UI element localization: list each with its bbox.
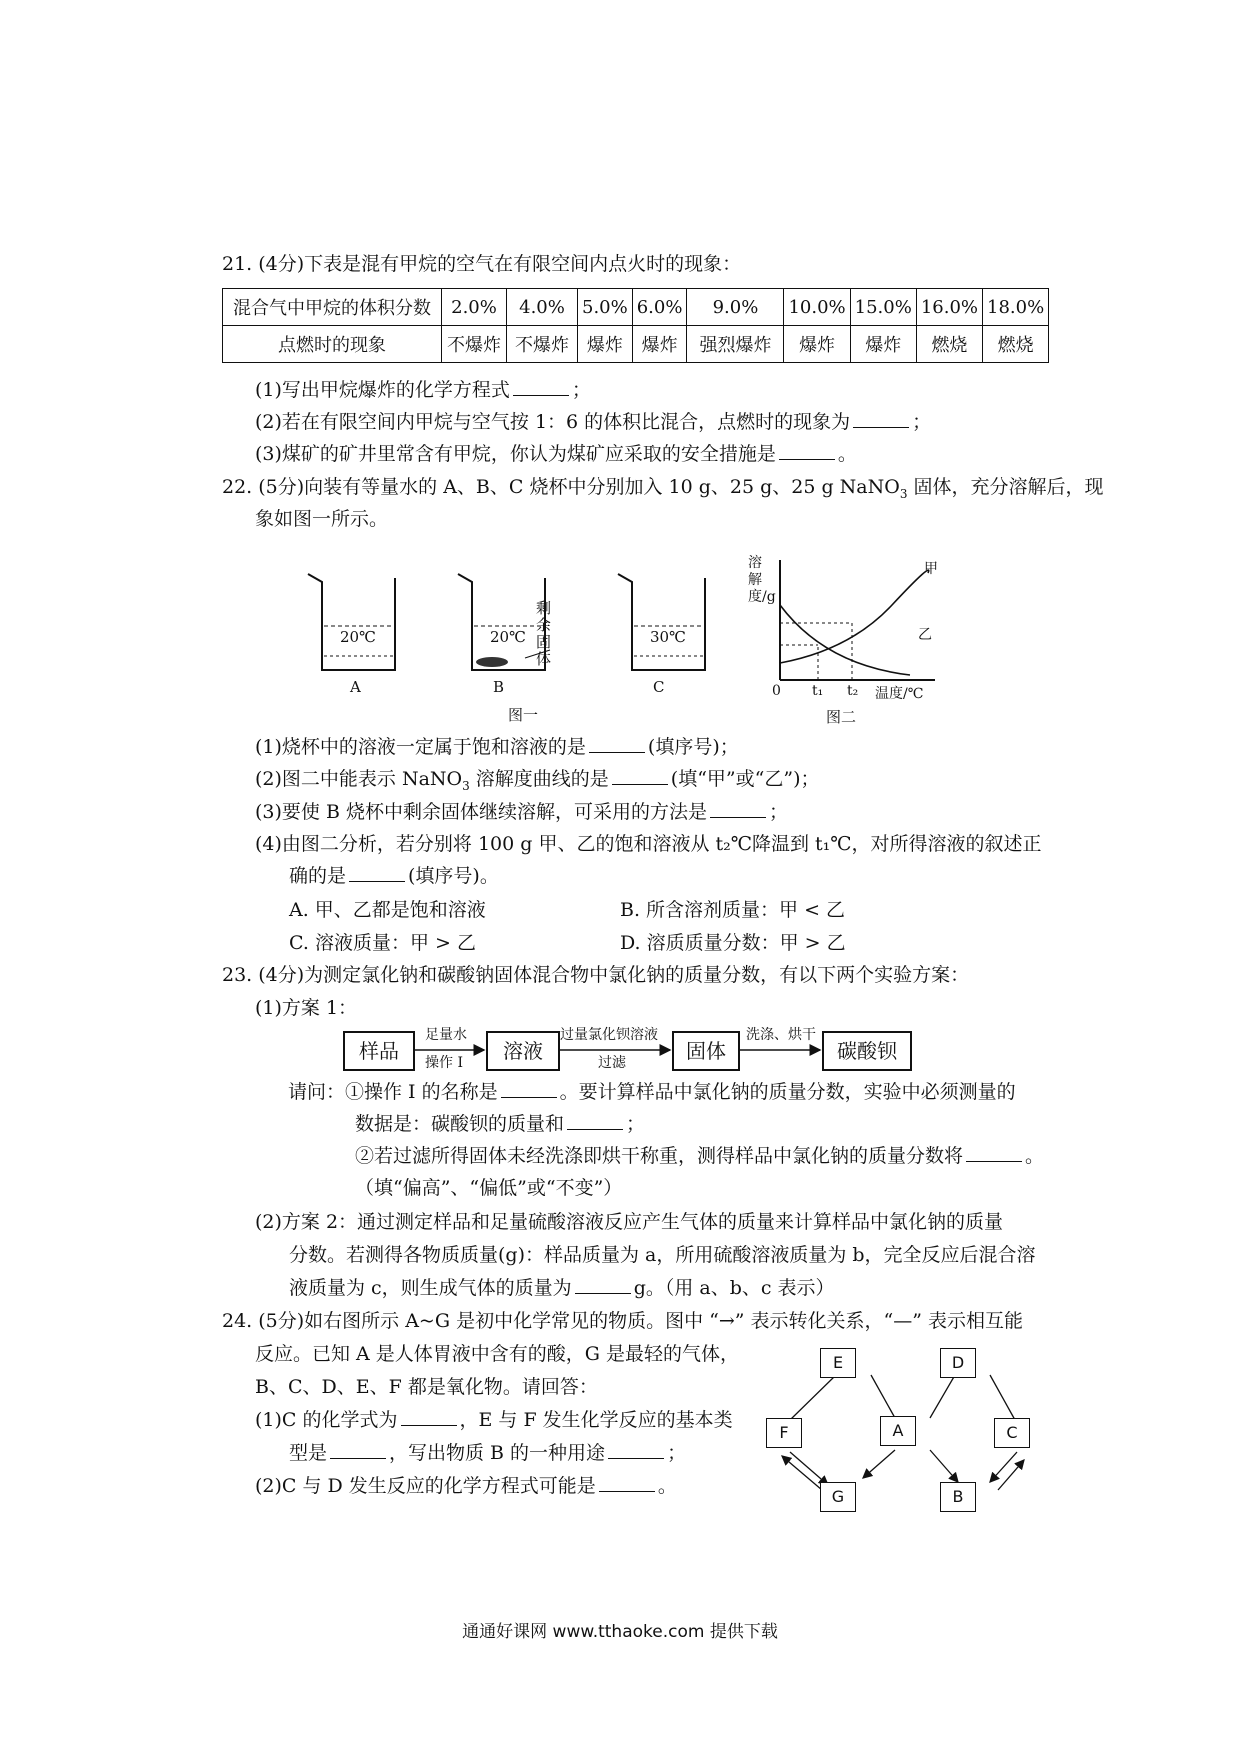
option-b: B. 所含溶剂质量：甲 < 乙 (620, 899, 846, 921)
curve-jia-label: 甲 (924, 561, 938, 577)
q23-plan2-cont: 分数。若测得各物质质量(g)：样品质量为 a，所用硫酸溶液质量为 b，完全反应后混合溶 (289, 1244, 1036, 1266)
footer-text: 通通好课网 www.tthaoke.com 提供下载 (462, 1622, 778, 1642)
node-a: A (880, 1416, 916, 1446)
fig2-xlabel: 温度/℃ (875, 686, 924, 702)
q22-part4-cont: 确的是 (填序号)。 (289, 865, 499, 887)
answer-blank (589, 736, 645, 753)
node-e: E (820, 1348, 856, 1378)
option-c: C. 溶液质量：甲 > 乙 (289, 932, 476, 954)
q22-part2: (2)图二中能表示 NaNO$_3$ 溶解度曲线的是 (填“甲”或“乙”)； (255, 768, 820, 793)
q23-ask1: 请问：①操作 I 的名称是 。要计算样品中氯化钠的质量分数，实验中必须测量的 (288, 1081, 1016, 1103)
table-cell: 燃烧 (916, 326, 982, 363)
option-d: D. 溶质质量分数：甲 > 乙 (620, 932, 846, 954)
residue-label: 剩余固体 (536, 599, 552, 668)
arrow1-top-label: 足量水 (425, 1027, 467, 1043)
q24-part2: (2)C 与 D 发生反应的化学方程式可能是 。 (255, 1475, 677, 1497)
node-c: C (994, 1418, 1030, 1448)
table-cell: 18.0% (983, 289, 1049, 326)
flow-box-baco3: 碳酸钡 (822, 1031, 912, 1071)
beaker-b-temp: 20℃ (490, 628, 526, 646)
q24-intro-cont2: B、C、D、E、F 都是氧化物。请回答： (255, 1376, 598, 1398)
beaker-c (618, 574, 705, 670)
table-cell: 2.0% (442, 289, 507, 326)
node-b: B (940, 1482, 976, 1512)
table-row (223, 289, 1049, 326)
beaker-a-label: A (350, 678, 361, 696)
solubility-chart (770, 555, 940, 690)
answer-blank (612, 768, 668, 785)
table-cell: 4.0% (507, 289, 578, 326)
q23-ask1-cont: 数据是：碳酸钡的质量和 ； (355, 1113, 646, 1135)
fig2-ylabel: 溶解度/g (748, 555, 776, 605)
q21-part2: (2)若在有限空间内甲烷与空气按 1：6 的体积比混合，点燃时的现象为 ； (255, 411, 932, 433)
table-cell: 5.0% (578, 289, 633, 326)
table-cell: 爆炸 (632, 326, 687, 363)
table-cell: 爆炸 (850, 326, 916, 363)
flow-box-sample: 样品 (343, 1031, 415, 1071)
q22-part1: (1)烧杯中的溶液一定属于饱和溶液的是 (填序号)； (255, 736, 739, 758)
fig1-caption: 图一 (508, 706, 539, 724)
answer-blank (349, 865, 405, 882)
node-g: G (820, 1482, 856, 1512)
table-cell: 不爆炸 (507, 326, 578, 363)
table-cell: 9.0% (687, 289, 784, 326)
beaker-a (308, 574, 395, 670)
q22-intro: 22. (5分)向装有等量水的 A、B、C 烧杯中分别加入 10 g、25 g、25 g NaNO$_3$ 固体，充分溶解后，现 (222, 476, 1104, 501)
option-a: A. 甲、乙都是饱和溶液 (289, 899, 486, 921)
answer-blank (575, 1277, 631, 1294)
q21-part1: (1)写出甲烷爆炸的化学方程式 ； (255, 379, 591, 401)
q23-ask2: ②若过滤所得固体未经洗涤即烘干称重，测得样品中氯化钠的质量分数将 。 (355, 1145, 1045, 1167)
beaker-a-temp: 20℃ (340, 628, 376, 646)
fig2-origin: 0 (772, 683, 781, 699)
table-header-cell: 混合气中甲烷的体积分数 (223, 289, 442, 326)
q24-intro: 24. (5分)如右图所示 A~G 是初中化学常见的物质。图中 “→” 表示转化关系，“—” 表示相互能 (222, 1310, 1023, 1332)
table-row (223, 326, 1049, 363)
q24-intro-cont: 反应。已知 A 是人体胃液中含有的酸，G 是最轻的气体， (255, 1343, 740, 1365)
answer-blank (853, 411, 909, 428)
q22-part3: (3)要使 B 烧杯中剩余固体继续溶解，可采用的方法是 ； (255, 801, 788, 823)
answer-blank (966, 1145, 1022, 1162)
table-cell: 爆炸 (578, 326, 633, 363)
q23-plan2: (2)方案 2：通过测定样品和足量硫酸溶液反应产生气体的质量来计算样品中氯化钠的质量 (255, 1211, 1004, 1233)
arrow1-bottom-label: 操作 I (425, 1055, 463, 1071)
beaker-b-label: B (493, 678, 505, 696)
table-cell: 强烈爆炸 (687, 326, 784, 363)
curve-yi-label: 乙 (918, 627, 932, 643)
q23-plan1: (1)方案 1： (255, 997, 358, 1019)
table-header-cell: 点燃时的现象 (223, 326, 442, 363)
beaker-c-temp: 30℃ (650, 628, 686, 646)
flow-box-solid: 固体 (672, 1031, 740, 1071)
q21-intro: 21. (4分)下表是混有甲烷的空气在有限空间内点火时的现象： (222, 253, 742, 275)
answer-blank (501, 1081, 557, 1098)
answer-blank (513, 379, 569, 396)
fig2-t1: t₁ (812, 683, 824, 699)
table-cell: 燃烧 (983, 326, 1049, 363)
q24-part1-cont: 型是 ，写出物质 B 的一种用途 ； (289, 1442, 687, 1464)
q23-intro: 23. (4分)为测定氯化钠和碳酸钠固体混合物中氯化钠的质量分数，有以下两个实验方案： (222, 964, 970, 986)
table-cell: 15.0% (850, 289, 916, 326)
table-cell: 16.0% (916, 289, 982, 326)
answer-blank (330, 1442, 386, 1459)
fig2-caption: 图二 (826, 708, 857, 726)
q21-part3: (3)煤矿的矿井里常含有甲烷，你认为煤矿应采取的安全措施是 。 (255, 443, 857, 465)
node-f: F (766, 1418, 802, 1448)
table-cell: 不爆炸 (442, 326, 507, 363)
answer-blank (567, 1113, 623, 1130)
table-cell: 6.0% (632, 289, 687, 326)
methane-table (222, 288, 1049, 363)
q22-intro-cont: 象如图一所示。 (255, 508, 389, 530)
beaker-c-label: C (653, 678, 665, 696)
flow-box-solution: 溶液 (486, 1031, 560, 1071)
q23-ask2-note: （填“偏高”、“偏低”或“不变”） (355, 1177, 623, 1199)
fig2-t2: t₂ (847, 683, 859, 699)
answer-blank (401, 1409, 457, 1426)
arrow2-top-label: 过量氯化钡溶液 (560, 1027, 658, 1043)
table-cell: 10.0% (784, 289, 850, 326)
table-cell: 爆炸 (784, 326, 850, 363)
q23-plan2-end: 液质量为 c，则生成气体的质量为 g。（用 a、b、c 表示） (289, 1277, 835, 1299)
answer-blank (599, 1475, 655, 1492)
node-d: D (940, 1348, 976, 1378)
answer-blank (608, 1442, 664, 1459)
arrow2-bottom-label: 过滤 (598, 1055, 626, 1071)
answer-blank (779, 443, 835, 460)
arrow3-top-label: 洗涤、烘干 (746, 1027, 816, 1043)
answer-blank (710, 801, 766, 818)
q22-part4: (4)由图二分析，若分别将 100 g 甲、乙的饱和溶液从 t₂℃降温到 t₁℃，对所得溶液的叙述正 (255, 833, 1042, 855)
q24-part1: (1)C 的化学式为 ，E 与 F 发生化学反应的基本类 (255, 1409, 733, 1431)
